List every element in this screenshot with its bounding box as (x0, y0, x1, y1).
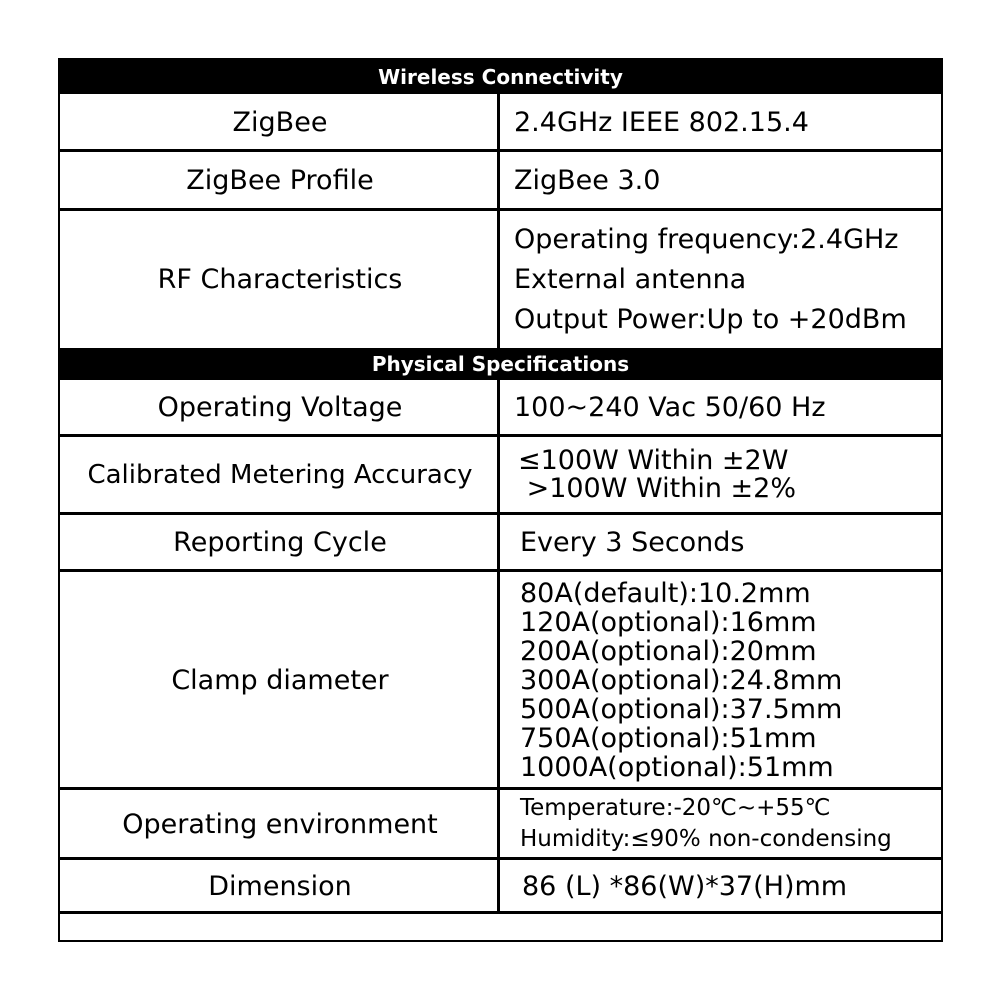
row-label: Operating environment (122, 808, 438, 840)
row-dimension (60, 860, 941, 912)
row-label: Dimension (208, 870, 352, 902)
row-clamp-diameter (60, 572, 941, 788)
clamp-line-4: 300A(optional):24.8mm (520, 664, 843, 696)
row-value: 2.4GHz IEEE 802.15.4 (514, 107, 809, 138)
row-label: ZigBee Profile (186, 165, 374, 196)
row-reporting-cycle (60, 515, 941, 570)
row-label: Reporting Cycle (173, 527, 387, 558)
row-label: RF Characteristics (157, 264, 403, 295)
row-value-stack (500, 790, 941, 858)
clamp-line-2: 120A(optional):16mm (520, 606, 817, 638)
row-operating-voltage (60, 380, 941, 435)
clamp-line-6: 750A(optional):51mm (520, 722, 817, 754)
row-zigbee-profile (60, 152, 941, 209)
divider (60, 911, 941, 914)
row-value-stack (500, 211, 941, 348)
section-title-wireless: Wireless Connectivity (378, 65, 623, 89)
environment-line-2: Humidity:≤90% non-condensing (520, 826, 892, 852)
row-label: ZigBee (232, 107, 328, 138)
row-value: Every 3 Seconds (520, 527, 745, 558)
section-header-physical (60, 348, 941, 380)
clamp-line-3: 200A(optional):20mm (520, 635, 817, 667)
section-header-wireless (60, 60, 941, 94)
row-metering-accuracy (60, 437, 941, 513)
accuracy-line-1: ≤100W Within ±2W (518, 445, 789, 476)
row-label: Calibrated Metering Accuracy (87, 460, 473, 490)
spec-table (58, 58, 943, 942)
row-rf-characteristics (60, 211, 941, 348)
column-divider (497, 380, 500, 914)
clamp-line-1: 80A(default):10.2mm (520, 577, 811, 609)
row-zigbee (60, 94, 941, 151)
clamp-line-5: 500A(optional):37.5mm (520, 693, 843, 725)
row-value-stack (500, 437, 941, 513)
row-label: Operating Voltage (157, 392, 403, 423)
row-label: Clamp diameter (171, 664, 389, 696)
accuracy-line-2: >100W Within ±2% (518, 473, 796, 504)
rf-line-1: Operating frequency:2.4GHz (514, 223, 899, 255)
section-title-physical: Physical Specifications (371, 352, 630, 376)
row-value-stack (500, 572, 941, 788)
rf-line-3: Output Power:Up to +20dBm (514, 303, 907, 335)
column-divider (497, 94, 500, 348)
row-value: 100~240 Vac 50/60 Hz (514, 392, 826, 423)
clamp-line-7: 1000A(optional):51mm (520, 751, 834, 783)
row-operating-environment (60, 790, 941, 858)
row-value: 86 (L) *86(W)*37(H)mm (522, 870, 848, 902)
row-value: ZigBee 3.0 (514, 165, 661, 196)
rf-line-2: External antenna (514, 263, 747, 295)
environment-line-1: Temperature:-20℃~+55℃ (520, 795, 831, 821)
